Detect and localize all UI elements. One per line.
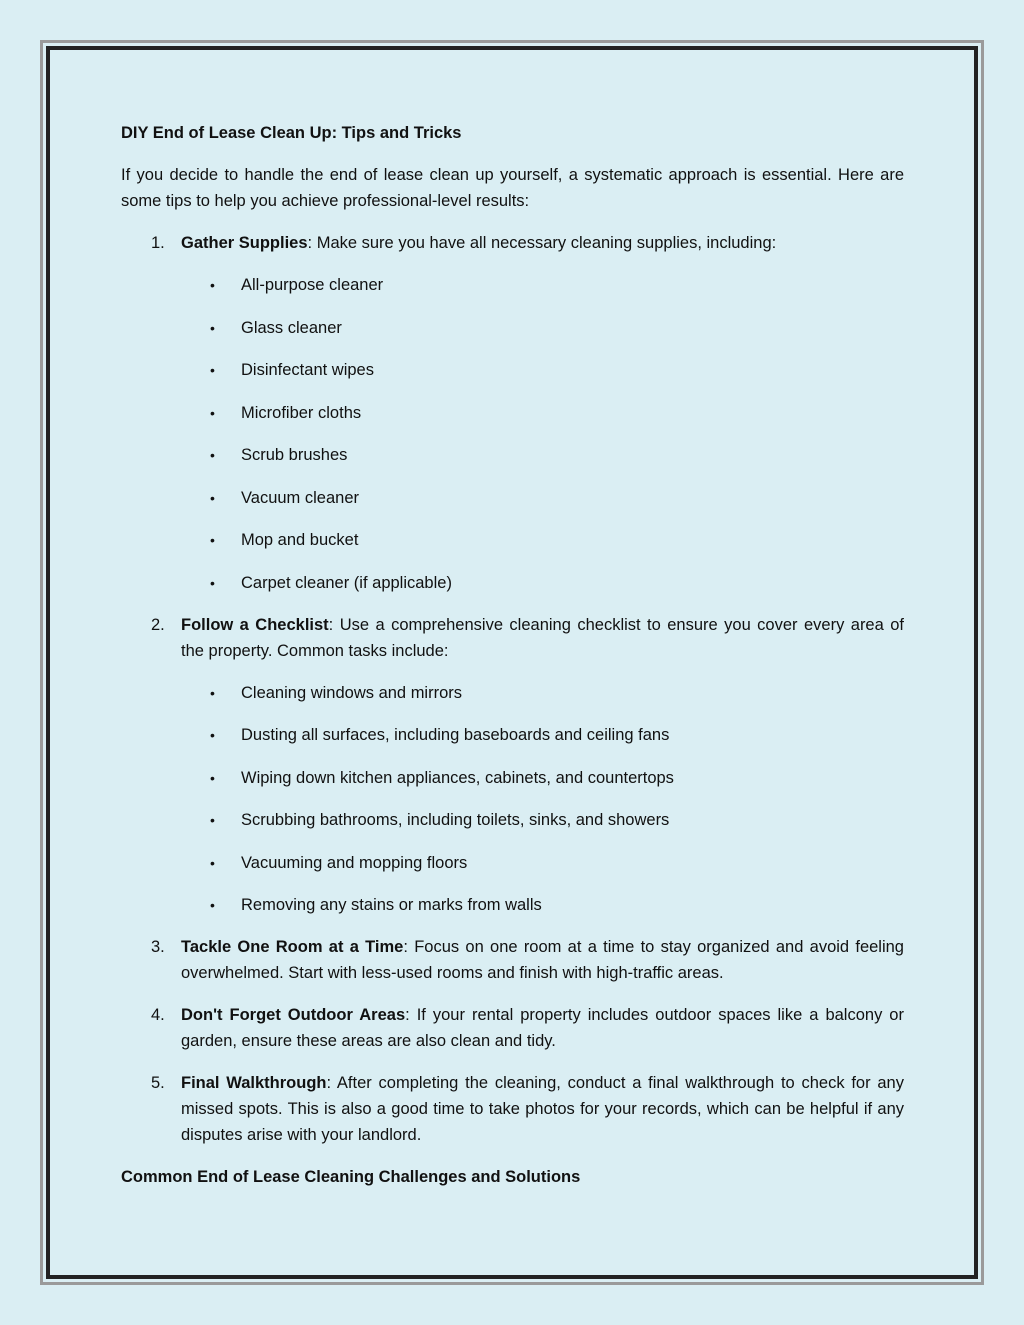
list-item-text: Scrub brushes xyxy=(241,446,348,464)
list-item-text: Cleaning windows and mirrors xyxy=(241,683,463,702)
list-item-text: Scrubbing bathrooms, including toilets, sinks, and showers xyxy=(241,811,670,829)
list-item-text: Microfiber cloths xyxy=(241,403,362,422)
tip-text xyxy=(181,1070,904,1148)
list-item-text: Glass cleaner xyxy=(241,318,342,337)
tip-item-1 xyxy=(121,230,904,596)
tip-title: Tackle One Room at a Time xyxy=(181,938,404,956)
list-item xyxy=(181,807,904,833)
supplies-list xyxy=(181,272,904,596)
tip-description: : Use a comprehensive cleaning checklist to ensure you cover every area of the property. Common tasks include: xyxy=(181,615,904,660)
tip-title: Don't Forget Outdoor Areas xyxy=(181,1006,406,1024)
list-item xyxy=(181,400,904,426)
list-item-text: Vacuum cleaner xyxy=(241,488,360,507)
list-item-text: All-purpose cleaner xyxy=(241,276,384,294)
list-item xyxy=(181,680,904,706)
list-item-text: Carpet cleaner (if applicable) xyxy=(241,573,452,592)
list-item xyxy=(181,442,904,468)
list-item xyxy=(181,272,904,298)
tip-number: 1. xyxy=(151,234,165,252)
bullet-icon: • xyxy=(210,489,215,506)
tip-description: : After completing the cleaning, conduct a final walkthrough to check for any missed spots. This is also a good time to take photos for your records, which can be helpful if any disputes arise with your landlord. xyxy=(181,1074,904,1144)
tip-title: Follow a Checklist xyxy=(181,615,329,634)
tip-item-2 xyxy=(121,612,904,919)
section-heading: DIY End of Lease Clean Up: Tips and Tricks xyxy=(121,124,462,142)
tip-item-5 xyxy=(121,1070,904,1148)
tip-text xyxy=(181,612,904,664)
bullet-icon: • xyxy=(210,574,215,591)
list-item xyxy=(181,850,904,876)
bullet-icon: • xyxy=(210,362,215,378)
tasks-list xyxy=(181,680,904,919)
tip-number: 3. xyxy=(151,938,165,956)
tip-description: : If your rental property includes outdoor spaces like a balcony or garden, ensure these areas are also clean and tidy. xyxy=(181,1006,904,1050)
list-item-text: Disinfectant wipes xyxy=(241,361,374,379)
bullet-icon: • xyxy=(210,404,215,421)
bullet-icon: • xyxy=(210,897,215,913)
list-item xyxy=(181,722,904,748)
bullet-icon: • xyxy=(210,447,215,463)
bullet-icon: • xyxy=(210,854,215,871)
bullet-icon: • xyxy=(210,727,215,743)
list-item xyxy=(181,357,904,383)
tip-item-3 xyxy=(121,934,904,986)
list-item-text: Dusting all surfaces, including baseboards and ceiling fans xyxy=(241,726,670,744)
tip-item-4 xyxy=(121,1002,904,1054)
list-item-text: Mop and bucket xyxy=(241,531,359,549)
tips-list xyxy=(121,230,904,1148)
tip-number: 5. xyxy=(151,1074,165,1092)
tip-title: Gather Supplies xyxy=(181,234,308,252)
list-item xyxy=(181,765,904,791)
list-item xyxy=(181,527,904,553)
document-body xyxy=(121,120,904,1190)
bullet-icon: • xyxy=(210,812,215,828)
tip-number: 2. xyxy=(151,615,165,634)
list-item-text: Wiping down kitchen appliances, cabinets, and countertops xyxy=(241,768,674,787)
intro-paragraph: If you decide to handle the end of lease clean up yourself, a systematic approach is essential. Here are some tips to help you achieve professional-level results: xyxy=(121,166,904,210)
list-item-text: Removing any stains or marks from walls xyxy=(241,896,542,914)
list-item xyxy=(181,892,904,918)
tip-title: Final Walkthrough xyxy=(181,1074,327,1092)
bullet-icon: • xyxy=(210,277,215,293)
tip-text xyxy=(181,934,904,986)
tip-text xyxy=(181,1002,904,1054)
tip-number: 4. xyxy=(151,1006,165,1024)
closing-heading: Common End of Lease Cleaning Challenges and Solutions xyxy=(121,1168,581,1186)
tip-description: : Make sure you have all necessary cleaning supplies, including: xyxy=(307,234,777,252)
bullet-icon: • xyxy=(210,684,215,701)
bullet-icon: • xyxy=(210,532,215,548)
bullet-icon: • xyxy=(210,319,215,336)
list-item xyxy=(181,570,904,596)
list-item-text: Vacuuming and mopping floors xyxy=(241,853,468,872)
bullet-icon: • xyxy=(210,769,215,786)
list-item xyxy=(181,485,904,511)
tip-description: : Focus on one room at a time to stay organized and avoid feeling overwhelmed. Start with less-used rooms and finish with high-traffic areas. xyxy=(181,938,904,982)
tip-text xyxy=(181,230,904,256)
list-item xyxy=(181,315,904,341)
